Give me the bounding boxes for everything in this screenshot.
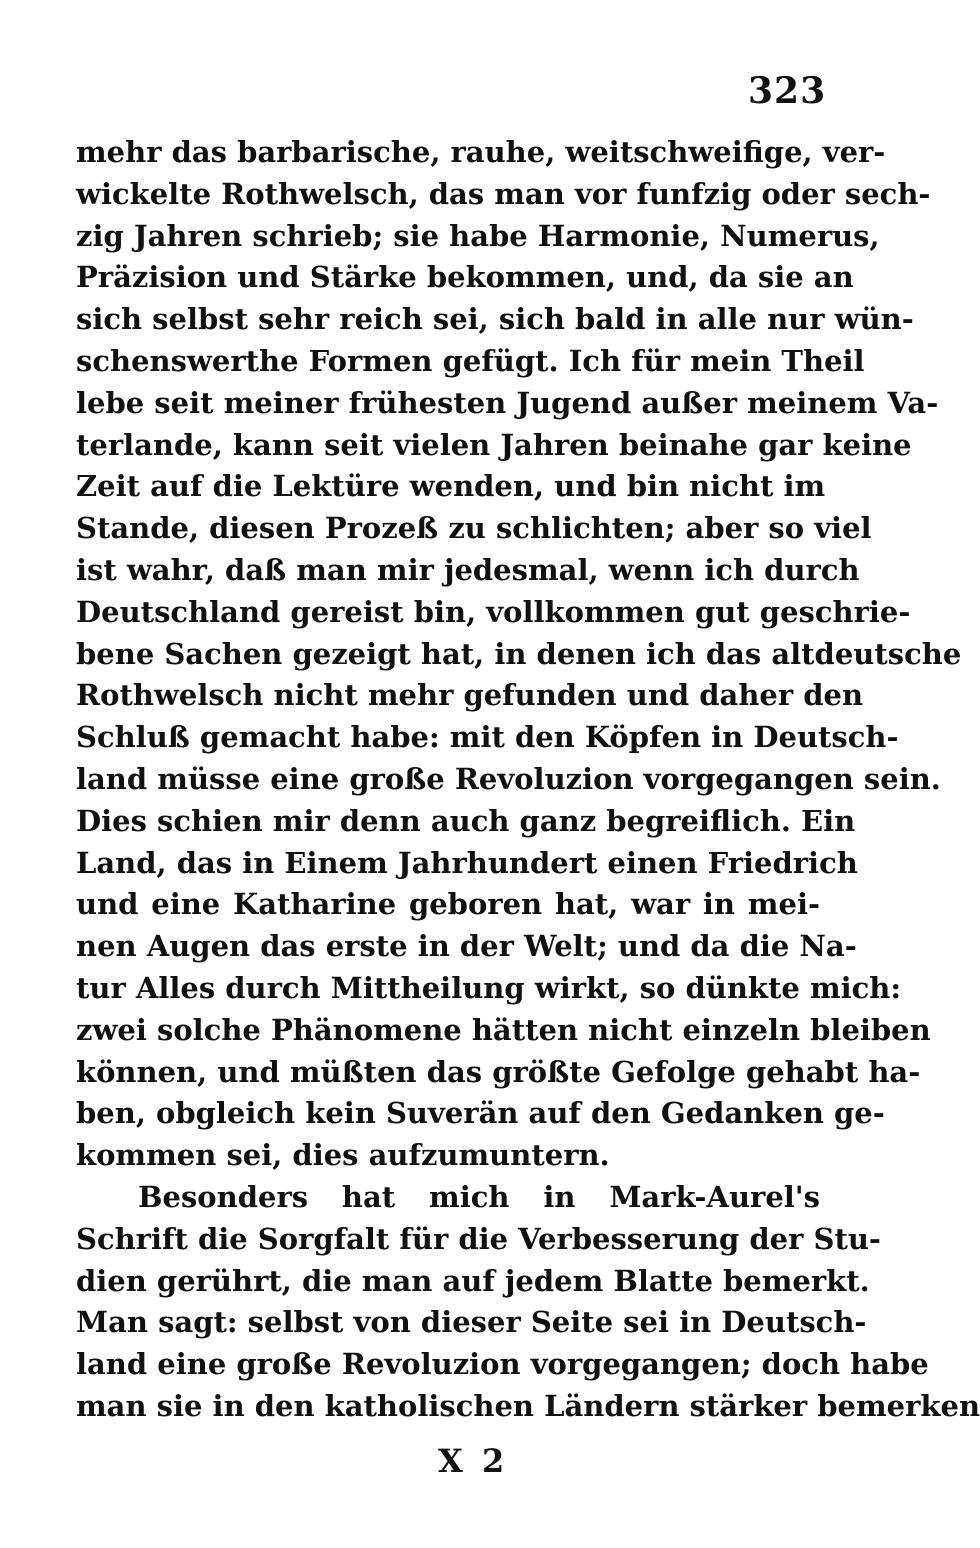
text-line: können, und müßten das größte Gefolge gehabt ha-	[76, 1054, 921, 1089]
text-line: mehr das barbarische, rauhe, weitschweifige, ver-	[76, 135, 886, 169]
text-line: dien gerührt, die man auf jedem Blatte bemerkt.	[76, 1263, 870, 1298]
text-line: Schrift die Sorgfalt für die Verbesserung der Stu-	[76, 1221, 881, 1256]
text-line: Rothwelsch nicht mehr gefunden und daher den	[76, 678, 864, 713]
text-line-paragraph-end: kommen sei, dies aufzumuntern.	[76, 1138, 610, 1173]
text-line: tur Alles durch Mittheilung wirkt, so dünkte mich:	[76, 970, 902, 1005]
text-line: ist wahr, daß man mir jedesmal, wenn ich durch	[76, 552, 860, 587]
text-line: lebe seit meiner frühesten Jugend außer meinem Va-	[76, 385, 939, 420]
text-line: Präzision und Stärke bekommen, und, da sie an	[76, 260, 854, 295]
text-line: ben, obgleich kein Suverän auf den Gedanken ge-	[76, 1096, 885, 1131]
page-number: 323	[748, 70, 827, 112]
text-line-paragraph-start: Besonders hat mich in Mark-Aurel's	[138, 1179, 820, 1214]
text-line: Stande, diesen Prozeß zu schlichten; aber so viel	[76, 511, 872, 546]
text-line: sich selbst sehr reich sei, sich bald in alle nur wün-	[76, 302, 914, 337]
text-line: Zeit auf die Lektüre wenden, und bin nicht im	[76, 469, 826, 504]
text-line: Land, das in Einem Jahrhundert einen Friedrich	[76, 845, 858, 880]
body-text	[76, 132, 980, 1428]
text-line: Dies schien mir denn auch ganz begreiflich. Ein	[76, 803, 856, 838]
text-line: terlande, kann seit vielen Jahren beinahe gar keine	[76, 427, 912, 462]
text-line: land eine große Revoluzion vorgegangen; doch habe	[76, 1347, 929, 1382]
text-line: Schluß gemacht habe: mit den Köpfen in Deutsch-	[76, 720, 899, 755]
text-line: wickelte Rothwelsch, das man vor funfzig oder sech-	[76, 176, 931, 211]
text-line: schenswerthe Formen gefügt. Ich für mein Theil	[76, 343, 865, 378]
text-line: zwei solche Phänomene hätten nicht einzeln bleiben	[76, 1012, 931, 1047]
text-line: bene Sachen gezeigt hat, in denen ich das altdeutsche	[76, 636, 962, 671]
text-line: nen Augen das erste in der Welt; und da die Na-	[76, 929, 857, 964]
text-line: und eine Katharine geboren hat, war in mei-	[76, 887, 820, 922]
text-line: man sie in den katholischen Ländern stärker bemerken	[76, 1388, 980, 1423]
text-line: Man sagt: selbst von dieser Seite sei in Deutsch-	[76, 1305, 867, 1340]
text-line: land müsse eine große Revoluzion vorgegangen sein.	[76, 761, 941, 796]
text-line: Deutschland gereist bin, vollkommen gut geschrie-	[76, 594, 911, 629]
text-line: zig Jahren schrieb; sie habe Harmonie, Numerus,	[76, 218, 880, 253]
printer-signature-mark: X 2	[438, 1442, 509, 1480]
